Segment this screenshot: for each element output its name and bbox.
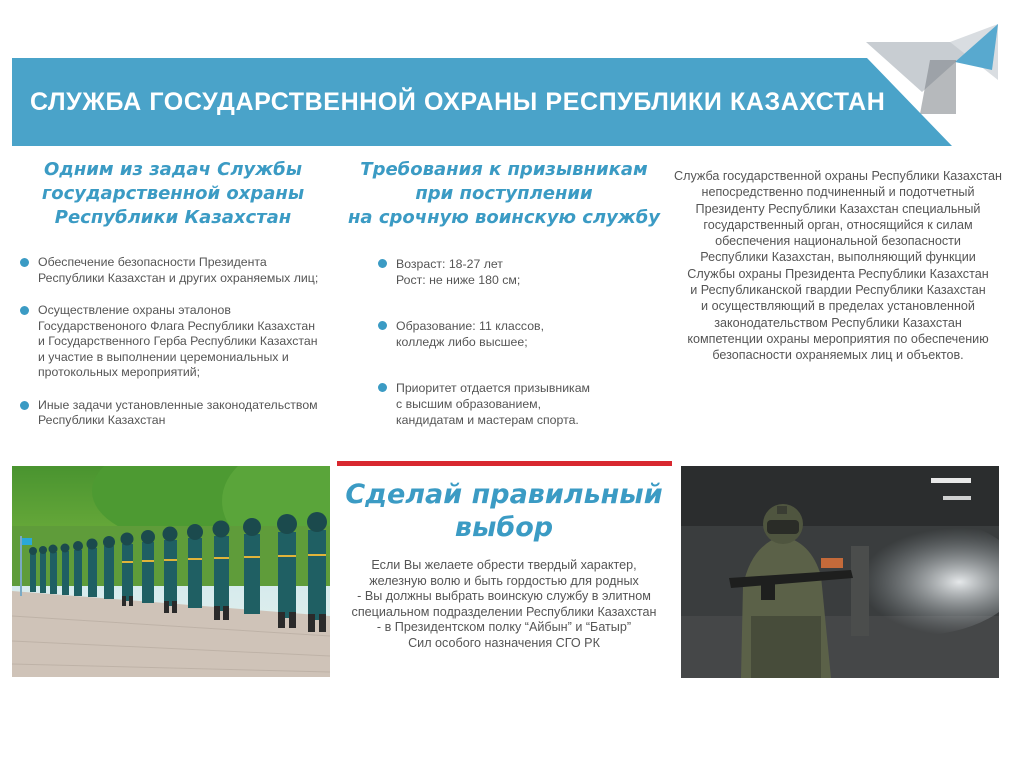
cta-title-line: выбор — [454, 512, 554, 543]
about-line: Служба государственной охраны Республики Казахстан — [674, 169, 1002, 183]
tasks-heading-line: Республики Казахстан — [54, 207, 292, 228]
about-line: и осуществляющий в пределах установленной — [701, 299, 975, 314]
requirement-line: с высшим образованием, — [396, 397, 542, 411]
task-text: Осуществление охраны эталонов Государственоного Флага Республики Казахстан и Государственного Герба Республики Казахстан и участие в выполнении церемониальных и протокольных мероприятий; — [38, 303, 318, 379]
bullet-icon — [20, 306, 29, 315]
tasks-heading — [14, 158, 332, 230]
list-item — [378, 380, 648, 428]
list-item — [378, 318, 648, 350]
requirement-line: Рост: не ниже 180 см; — [396, 273, 521, 287]
cta-line: железную волю и быть гордостью для родных — [369, 573, 639, 588]
requirement-line: Образование: 11 классов, — [396, 319, 544, 333]
cta-line: Если Вы желаете обрести твердый характер, — [371, 558, 637, 572]
about-line: обеспечения национальной безопасности — [715, 234, 961, 249]
about-line: Республики Казахстан, выполняющий функции — [700, 250, 976, 265]
requirements-heading — [338, 158, 670, 230]
cta-line: специальном подразделении Республики Казахстан — [351, 604, 657, 619]
bullet-icon — [378, 259, 387, 268]
about-line: Президенту Республики Казахстан специальный — [695, 201, 981, 216]
about-line: безопасности охраняемых лиц и объектов. — [712, 348, 964, 363]
bullet-icon — [20, 258, 29, 267]
about-line: непосредственно подчиненный и подотчетный — [701, 185, 975, 200]
about-line: компетенции охраны мероприятия по обеспечению — [687, 331, 989, 346]
requirement-line: Возраст: 18-27 лет — [396, 257, 503, 271]
list-item — [378, 256, 648, 288]
requirements-heading-line: при поступлении — [415, 183, 593, 204]
tasks-list — [20, 255, 320, 429]
cta-title — [338, 478, 670, 544]
red-divider — [337, 461, 672, 466]
about-line: законодательством Республики Казахстан — [714, 315, 962, 330]
cta-text — [338, 558, 670, 651]
tasks-heading-line: государственной охраны — [41, 183, 305, 204]
about-line: государственный орган, относящийся к силам — [703, 217, 973, 232]
honor-guard-photo — [12, 466, 330, 677]
bullet-icon — [378, 383, 387, 392]
bullet-icon — [378, 321, 387, 330]
list-item — [20, 398, 320, 429]
list-item — [20, 255, 320, 286]
page-title: СЛУЖБА ГОСУДАРСТВЕННОЙ ОХРАНЫ РЕСПУБЛИКИ КАЗАХСТАН — [30, 88, 886, 116]
cta-title-line: Сделай правильный — [345, 479, 663, 510]
cta-line: - в Президентском полку “Айбын” и “Батыр” — [376, 620, 632, 634]
about-line: Службы охраны Президента Республики Казахстан — [687, 266, 989, 281]
about-line: и Республиканской гвардии Республики Казахстан — [690, 283, 986, 298]
list-item — [20, 303, 320, 381]
task-text: Обеспечение безопасности Президента Республики Казахстан и других охраняемых лиц; — [38, 255, 319, 285]
special-forces-photo — [681, 466, 999, 678]
header-banner — [12, 58, 952, 146]
requirements-heading-line: на срочную воинскую службу — [347, 207, 661, 228]
about-paragraph — [674, 168, 1002, 364]
task-text: Иные задачи установленные законодательством Республики Казахстан — [38, 397, 318, 427]
requirement-line: колледж либо высшее; — [396, 335, 528, 349]
tasks-heading-line: Одним из задач Службы — [43, 159, 302, 180]
cta-line: Сил особого назначения СГО РК — [408, 635, 600, 650]
requirement-line: кандидатам и мастерам спорта. — [396, 413, 579, 427]
cta-line: - Вы должны выбрать воинскую службу в элитном — [357, 589, 651, 603]
requirements-list — [378, 256, 648, 428]
bullet-icon — [20, 401, 29, 410]
requirements-heading-line: Требования к призывникам — [360, 159, 648, 180]
requirement-line: Приоритет отдается призывникам — [396, 381, 590, 395]
